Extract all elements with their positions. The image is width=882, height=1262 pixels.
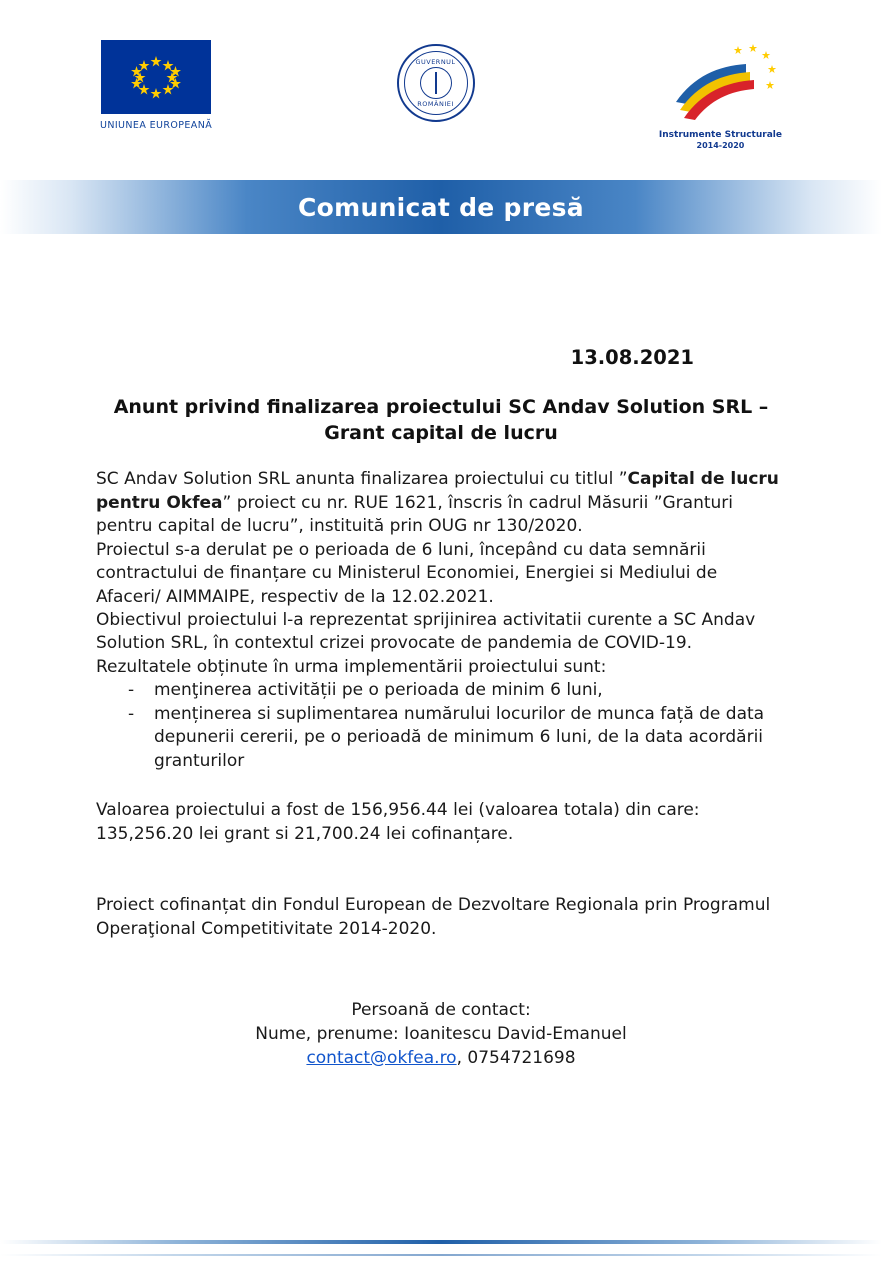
- paragraph-cofinancing: Proiect cofinanțat din Fondul European de Dezvoltare Regionala prin Programul Operaţional Competitivitate 2014-2020.: [96, 895, 771, 939]
- seal-bottom-text: ROMÂNIEI: [417, 100, 454, 108]
- press-release-banner: [0, 180, 882, 234]
- p1-bold: Capital de lucru pentru Okfea: [96, 469, 779, 513]
- structural-instruments-caption: [659, 130, 782, 153]
- structural-caption-years: 2014-2020: [696, 141, 745, 151]
- list-item: - menţinerea activității pe o perioada de minim 6 luni,: [128, 679, 786, 702]
- page-title-line2: Grant capital de lucru: [324, 421, 558, 444]
- eu-flag-icon: [101, 40, 211, 114]
- government-seal-icon: [397, 44, 475, 122]
- p1-after: ” proiect cu nr. RUE 1621, înscris în cadrul Măsurii ”Granturi pentru capital de lucru”, instituită prin OUG nr 130/2020.: [96, 492, 734, 537]
- document-body: [0, 346, 882, 1070]
- structural-caption-text: Instrumente Structurale: [658, 130, 782, 140]
- banner-title: Comunicat de presă: [298, 192, 584, 222]
- footer-divider-secondary: [0, 1254, 882, 1256]
- document-date: 13.08.2021: [570, 346, 694, 369]
- seal-emblem: [420, 67, 452, 99]
- contact-name: Nume, prenume: Ioanitescu David-Emanuel: [255, 1023, 627, 1044]
- results-list: [96, 679, 786, 773]
- paragraph-project-value: Valoarea proiectului a fost de 156,956.44 lei (valoarea totala) din care: 135,256.20 lei grant si 21,700.24 lei cofinanțare.: [96, 800, 700, 844]
- seal-top-text: GUVERNUL: [415, 58, 456, 66]
- eu-logo-block: [100, 40, 212, 131]
- page-title: [96, 395, 786, 446]
- paragraph-results-intro: Rezultatele obținute în urma implementării proiectului sunt:: [96, 656, 607, 677]
- logo-header: [0, 0, 882, 160]
- contact-heading: Persoană de contact:: [351, 999, 531, 1020]
- eu-logo-caption: UNIUNEA EUROPEANĂ: [100, 120, 213, 131]
- eu-stars-icon: [101, 40, 211, 114]
- contact-phone: , 0754721698: [456, 1047, 576, 1068]
- structural-instruments-icon: [660, 40, 780, 128]
- structural-instruments-logo-block: [659, 40, 782, 153]
- footer-divider: [0, 1240, 882, 1244]
- list-item: - menținerea si suplimentarea numărului locurilor de munca față de data depunerii cererii, pe o perioadă de minimum 6 luni, de la data acordării granturilor: [128, 703, 786, 773]
- paragraph-project-duration: Proiectul s-a derulat pe o perioada de 6 luni, începând cu data semnării contractului de finanțare cu Ministerul Economiei, Energiei si Mediului de Afaceri/ AIMMAIPE, respectiv de la 12.02.2021.: [96, 539, 718, 607]
- contact-block: [96, 999, 786, 1070]
- structural-instruments-graphic: [660, 40, 780, 128]
- government-logo-block: [397, 44, 475, 122]
- contact-details: [96, 1047, 786, 1071]
- paragraph-project-objective: Obiectivul proiectului l-a reprezentat sprijinirea activitatii curente a SC Andav Solution SRL, în contextul crizei provocate de pandemia de COVID-19.: [96, 610, 756, 654]
- paragraph-project-intro: [96, 468, 786, 538]
- page-title-line1: Anunt privind finalizarea proiectului SC Andav Solution SRL –: [113, 396, 769, 418]
- contact-email-link[interactable]: contact@okfea.ro: [306, 1047, 457, 1068]
- p1-before: SC Andav Solution SRL anunta finalizarea proiectului cu titlul ”: [96, 469, 628, 490]
